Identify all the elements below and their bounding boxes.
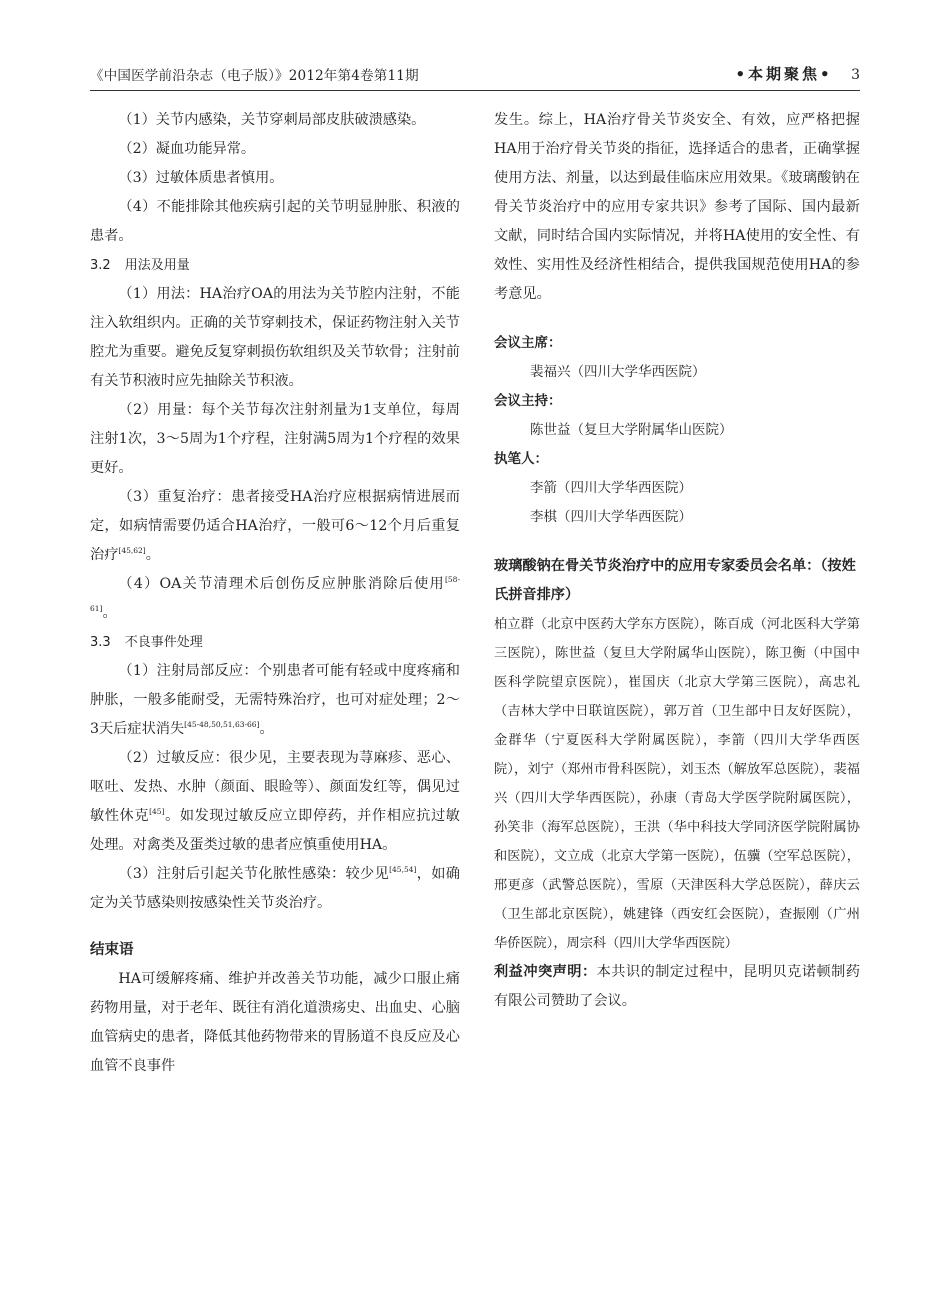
subsection-number: 3.3 [90, 635, 111, 650]
subsection-number: 3.2 [90, 258, 111, 273]
contraindication-1: （1）关节内感染，关节穿刺局部皮肤破溃感染。 [118, 112, 426, 128]
contraindication-4: （4）不能排除其他疾病引起的关节明显肿胀、积液的患者。 [90, 199, 460, 244]
writer-name-2: 李棋（四川大学华西医院） [530, 509, 692, 525]
left-column [90, 106, 460, 1081]
adverse-event-2: （2）过敏反应：很少见，主要表现为荨麻疹、恶心、呕吐、发热、水肿（颜面、眼睑等）、颜面发红等，偶见过敏性休克[45]。如发现过敏反应立即停药，并作相应抗过敏处理。对禽类及蛋类过敏的患者应慎重使用HA。 [90, 750, 460, 853]
conclusion-paragraph: HA可缓解疼痛、维护并改善关节功能，减少口服止痛药物用量，对于老年、既往有消化道溃疡史、出血史、心脑血管病史的患者，降低其他药物带来的胃肠道不良反应及心血管不良事件 [90, 971, 460, 1074]
right-column [494, 106, 860, 1016]
citation-ref: [45,54] [389, 865, 417, 874]
conflict-of-interest [494, 958, 860, 1016]
subsection-heading-3-3 [90, 628, 460, 657]
conclusion-continued: 发生。综上，HA治疗骨关节炎安全、有效，应严格把握HA用于治疗骨关节炎的指征，选择适合的患者，正确掌握使用方法、剂量，以达到最佳临床应用效果。《玻璃酸钠在骨关节炎治疗中的应用专家共识》参考了国际、国内最新文献，同时结合国内实际情况，并将HA使用的安全性、有效性、实用性及经济性相结合，提供我国规范使用HA的参考意见。 [494, 112, 860, 302]
usage-paragraph-4: （4）OA关节清理术后创伤反应肿胀消除后使用[58-61]。 [90, 575, 460, 621]
header-right [735, 63, 860, 84]
section-tag: •本期聚焦• [735, 65, 833, 83]
host-label: 会议主持： [494, 393, 562, 409]
spacer [494, 309, 860, 329]
usage-paragraph-3: （3）重复治疗：患者接受HA治疗应根据病情进展而定，如病情需要仍适合HA治疗，一般可6～12个月后重复治疗[45,62]。 [90, 489, 460, 563]
subsection-heading-3-2 [90, 251, 460, 280]
citation-ref: [58-61] [90, 575, 460, 613]
committee-title: 玻璃酸钠在骨关节炎治疗中的应用专家委员会名单：（按姓氏拼音排序） [494, 558, 856, 603]
host-name: 陈世益（复旦大学附属华山医院） [530, 422, 733, 438]
adverse-event-3: （3）注射后引起关节化脓性感染：较少见[45,54]，如确定为关节感染则按感染性关节炎治疗。 [90, 865, 460, 911]
citation-ref: [45,62] [118, 546, 146, 555]
contraindication-3: （3）过敏体质患者慎用。 [118, 170, 284, 186]
coi-label: 利益冲突声明： [494, 964, 597, 980]
chair-name: 裴福兴（四川大学华西医院） [530, 364, 706, 380]
page-number: 3 [851, 67, 860, 83]
committee-members: 柏立群（北京中医药大学东方医院），陈百成（河北医科大学第三医院），陈世益（复旦大学附属华山医院），陈卫衡（中国中医科学院望京医院），崔国庆（北京大学第三医院），高忠礼（吉林大学中日联谊医院），郭万首（卫生部中日友好医院），金群华（宁夏医科大学附属医院），李箭（四川大学华西医院），刘宁（郑州市骨科医院），刘玉杰（解放军总医院），裴福兴（四川大学华西医院），孙康（青岛大学医学院附属医院），孙笑非（海军总医院），王洪（华中科技大学同济医学院附属协和医院），文立成（北京大学第一医院），伍骥（空军总医院），邢更彦（武警总医院），雪原（天津医科大学总医院），薛庆云（卫生部北京医院），姚建锋（西安红会医院），查振刚（广州华侨医院），周宗科（四川大学华西医院） [494, 617, 860, 951]
writer-name-1: 李箭（四川大学华西医院） [530, 480, 692, 496]
contraindication-2: （2）凝血功能异常。 [118, 141, 256, 157]
conclusion-heading: 结束语 [90, 942, 134, 958]
running-header [90, 64, 860, 91]
usage-paragraph-1: （1）用法：HA治疗OA的用法为关节腔内注射，不能注入软组织内。正确的关节穿刺技术，保证药物注射入关节腔尤为重要。避免反复穿刺损伤软组织及关节软骨；注射前有关节积液时应先抽除关节积液。 [90, 286, 460, 389]
coi-text: 本共识的制定过程中，昆明贝克诺顿制药有限公司赞助了会议。 [494, 964, 860, 1009]
usage-paragraph-2: （2）用量：每个关节每次注射剂量为1支单位，每周注射1次，3～5周为1个疗程，注射满5周为1个疗程的效果更好。 [90, 402, 460, 476]
subsection-title: 不良事件处理 [124, 635, 203, 650]
chair-label: 会议主席： [494, 335, 562, 351]
subsection-title: 用法及用量 [124, 258, 190, 273]
adverse-event-1: （1）注射局部反应：个别患者可能有轻或中度疼痛和肿胀，一般多能耐受，无需特殊治疗，也可对症处理；2～3天后症状消失[45-48,50,51,63-66]。 [90, 663, 460, 737]
citation-ref: [45-48,50,51,63-66] [184, 720, 260, 729]
citation-ref: [45] [149, 807, 165, 816]
journal-citation: 《中国医学前沿杂志（电子版）》2012年第4卷第11期 [90, 68, 419, 84]
writer-label: 执笔人： [494, 451, 548, 467]
